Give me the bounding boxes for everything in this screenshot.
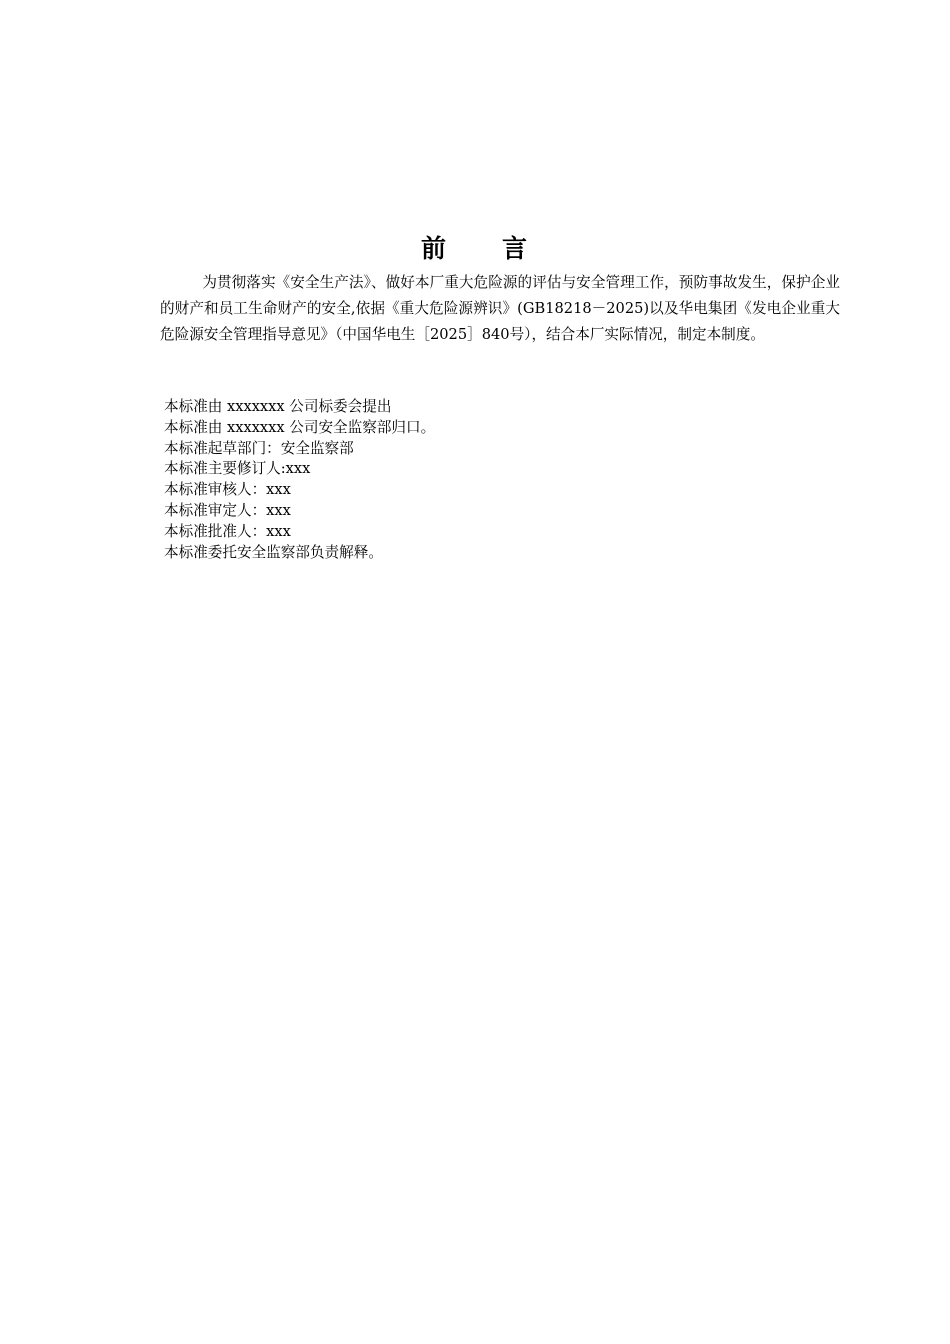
preface-paragraph: 为贯彻落实《安全生产法》、做好本厂重大危险源的评估与安全管理工作，预防事故发生，保护企业的财产和员工生命财产的安全,依据《重大危险源辨识》(GB18218－2025)以及华电集团《发电企业重大危险源安全管理指导意见》（中国华电生［2025］840号），结合本厂实际情况，制定本制度。	[160, 274, 840, 343]
meta-line-approver: 本标准批准人：xxx	[164, 522, 291, 540]
page-title: 前 言	[420, 233, 529, 263]
meta-line-reviewer: 本标准审核人：xxx	[164, 481, 291, 499]
meta-line-examiner: 本标准审定人：xxx	[164, 501, 291, 519]
meta-line-interpreter: 本标准委托安全监察部负责解释。	[164, 543, 383, 561]
standard-meta-list	[164, 397, 764, 563]
meta-line-proposer: 本标准由 xxxxxxx 公司标委会提出	[164, 398, 392, 415]
meta-line-drafting-dept: 本标准起草部门：安全监察部	[164, 439, 354, 457]
meta-line-administrator: 本标准由 xxxxxxx 公司安全监察部归口。	[164, 418, 436, 436]
meta-line-reviser: 本标准主要修订人:xxx	[164, 460, 311, 478]
